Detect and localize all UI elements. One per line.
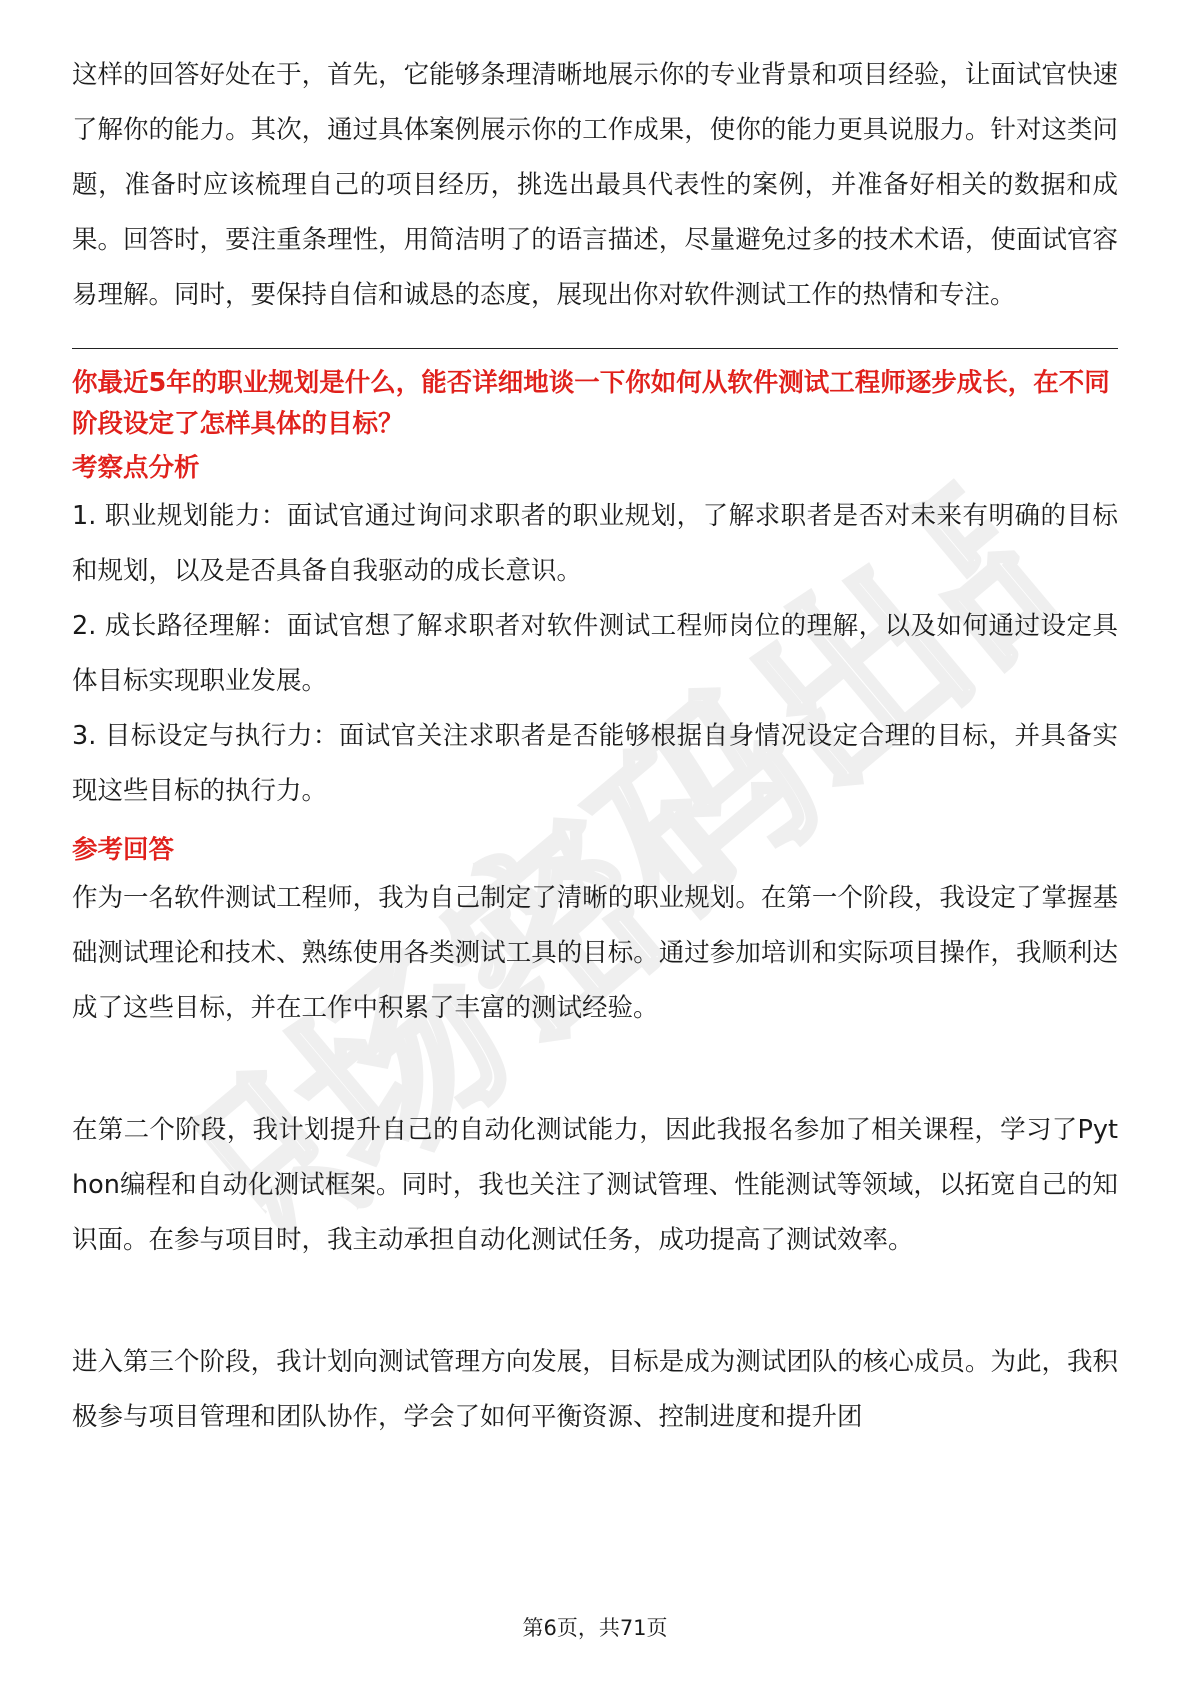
answer-heading: 参考回答 xyxy=(72,835,175,865)
analysis-item: 1. 职业规划能力：面试官通过询问求职者的职业规划，了解求职者是否对未来有明确的目标和规划，以及是否具备自我驱动的成长意识。 xyxy=(72,501,1118,586)
intro-paragraph: 这样的回答好处在于，首先，它能够条理清晰地展示你的专业背景和项目经验，让面试官快速了解你的能力。其次，通过具体案例展示你的工作成果，使你的能力更具说服力。针对这类问题，准备时应该梳理自己的项目经历，挑选出最具代表性的案例，并准备好相关的数据和成果。回答时，要注重条理性，用简洁明了的语言描述，尽量避免过多的技术术语，使面试官容易理解。同时，要保持自信和诚恳的态度，展现出你对软件测试工作的热情和专注。 xyxy=(72,60,1118,310)
document-page xyxy=(72,48,1118,1445)
analysis-item: 2. 成长路径理解：面试官想了解求职者对软件测试工程师岗位的理解，以及如何通过设定具体目标实现职业发展。 xyxy=(72,611,1118,696)
interview-question: 你最近5年的职业规划是什么，能否详细地谈一下你如何从软件测试工程师逐步成长，在不同阶段设定了怎样具体的目标？ xyxy=(72,368,1110,439)
analysis-list xyxy=(72,489,1118,819)
analysis-heading: 考察点分析 xyxy=(72,453,200,483)
analysis-item: 3. 目标设定与执行力：面试官关注求职者是否能够根据自身情况设定合理的目标，并具备实现这些目标的执行力。 xyxy=(72,721,1118,806)
page-number-footer: 第6页，共71页 xyxy=(522,1616,668,1640)
answer-paragraph: 进入第三个阶段，我计划向测试管理方向发展，目标是成为测试团队的核心成员。为此，我积极参与项目管理和团队协作，学会了如何平衡资源、控制进度和提升团 xyxy=(72,1347,1118,1432)
answer-paragraph: 作为一名软件测试工程师，我为自己制定了清晰的职业规划。在第一个阶段，我设定了掌握基础测试理论和技术、熟练使用各类测试工具的目标。通过参加培训和实际项目操作，我顺利达成了这些目标，并在工作中积累了丰富的测试经验。 xyxy=(72,883,1118,1023)
section-divider xyxy=(72,348,1118,349)
watermark-text: 职场密码出品 xyxy=(163,449,1097,1291)
answer-paragraph: 在第二个阶段，我计划提升自己的自动化测试能力，因此我报名参加了相关课程，学习了Python编程和自动化测试框架。同时，我也关注了测试管理、性能测试等领域，以拓宽自己的知识面。在参与项目时，我主动承担自动化测试任务，成功提高了测试效率。 xyxy=(72,1115,1118,1255)
